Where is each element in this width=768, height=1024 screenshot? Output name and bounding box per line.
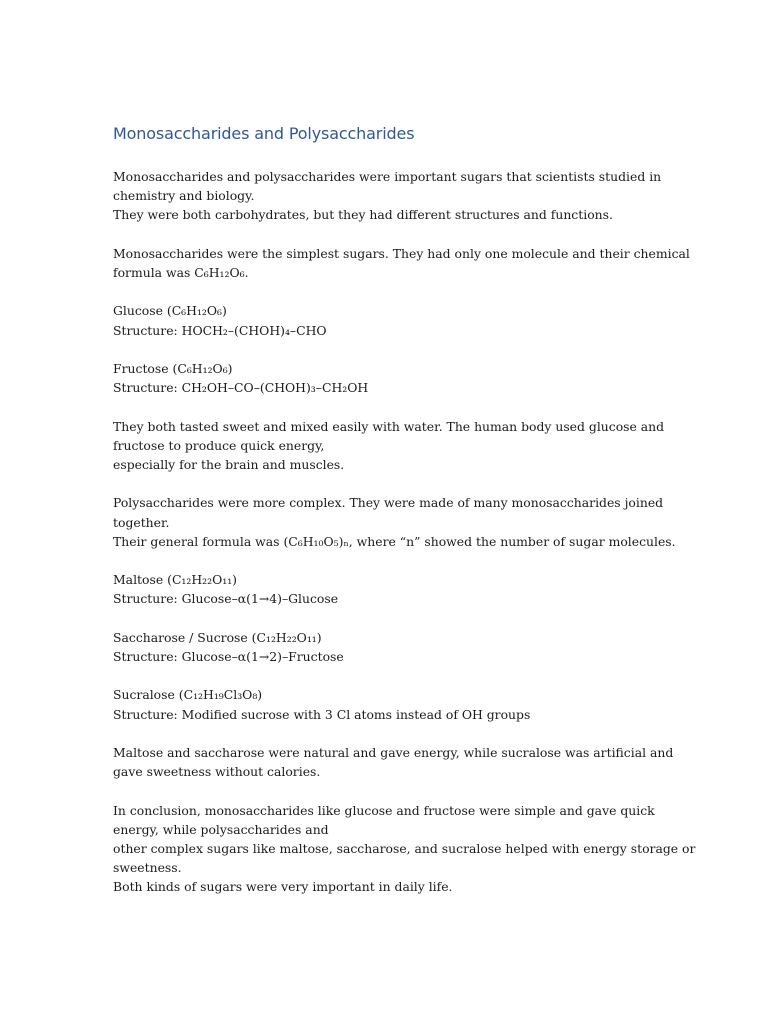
text-line: Structure: CH₂OH–CO–(CHOH)₃–CH₂OH xyxy=(113,380,369,396)
text-line: other complex sugars like maltose, saccharose, and sucralose helped with energy storage or xyxy=(113,840,696,856)
text-line: Structure: HOCH₂–(CHOH)₄–CHO xyxy=(113,322,327,338)
text-line: Structure: Glucose–α(1→4)–Glucose xyxy=(113,591,339,607)
text-line: They both tasted sweet and mixed easily with water. The human body used glucose and xyxy=(113,418,665,434)
text-line: especially for the brain and muscles. xyxy=(113,456,345,472)
paragraph xyxy=(113,493,676,551)
text-line: Maltose (C₁₂H₂₂O₁₁) xyxy=(113,572,238,588)
text-line: Structure: Modified sucrose with 3 Cl atoms instead of OH groups xyxy=(113,706,531,722)
text-line: chemistry and biology. xyxy=(113,188,255,204)
text-line: Monosaccharides were the simplest sugars. They had only one molecule and their chemical xyxy=(113,245,690,261)
text-line: sweetness. xyxy=(113,860,182,876)
text-line: In conclusion, monosaccharides like glucose and fructose were simple and gave quick xyxy=(113,802,655,818)
text-line: Monosaccharides and polysaccharides were important sugars that scientists studied in xyxy=(113,169,662,184)
paragraph xyxy=(113,244,690,282)
text-line: fructose to produce quick energy, xyxy=(113,437,325,453)
text-line: Sucralose (C₁₂H₁₉Cl₃O₈) xyxy=(113,687,263,703)
text-line: Structure: Glucose–α(1→2)–Fructose xyxy=(113,648,344,664)
text-line: Both kinds of sugars were very important in daily life. xyxy=(113,879,453,895)
text-line: formula was C₆H₁₂O₆. xyxy=(113,265,249,280)
text-line: gave sweetness without calories. xyxy=(113,764,321,780)
paragraph xyxy=(113,801,696,897)
text-line: Glucose (C₆H₁₂O₆) xyxy=(113,303,227,319)
text-line: together. xyxy=(113,514,170,530)
text-line: Maltose and saccharose were natural and gave energy, while sucralose was artificial and xyxy=(113,744,674,760)
text-line: They were both carbohydrates, but they had different structures and functions. xyxy=(113,207,613,223)
document-title: Monosaccharides and Polysaccharides xyxy=(113,124,415,143)
paragraph xyxy=(113,685,658,723)
document-body xyxy=(113,167,696,916)
text-line: energy, while polysaccharides and xyxy=(113,821,329,837)
text-line: Fructose (C₆H₁₂O₆) xyxy=(113,360,233,376)
paragraph xyxy=(113,743,674,781)
paragraph xyxy=(113,359,658,397)
paragraph xyxy=(113,417,665,475)
text-line: Polysaccharides were more complex. They were made of many monosaccharides joined xyxy=(113,495,664,511)
text-line: Saccharose / Sucrose (C₁₂H₂₂O₁₁) xyxy=(113,629,322,645)
paragraph xyxy=(113,628,658,666)
paragraph xyxy=(113,301,658,339)
paragraph xyxy=(113,167,662,225)
paragraph xyxy=(113,570,658,608)
text-line: Their general formula was (C₆H₁₀O₅)ₙ, where “n” showed the number of sugar molecules. xyxy=(113,533,676,549)
